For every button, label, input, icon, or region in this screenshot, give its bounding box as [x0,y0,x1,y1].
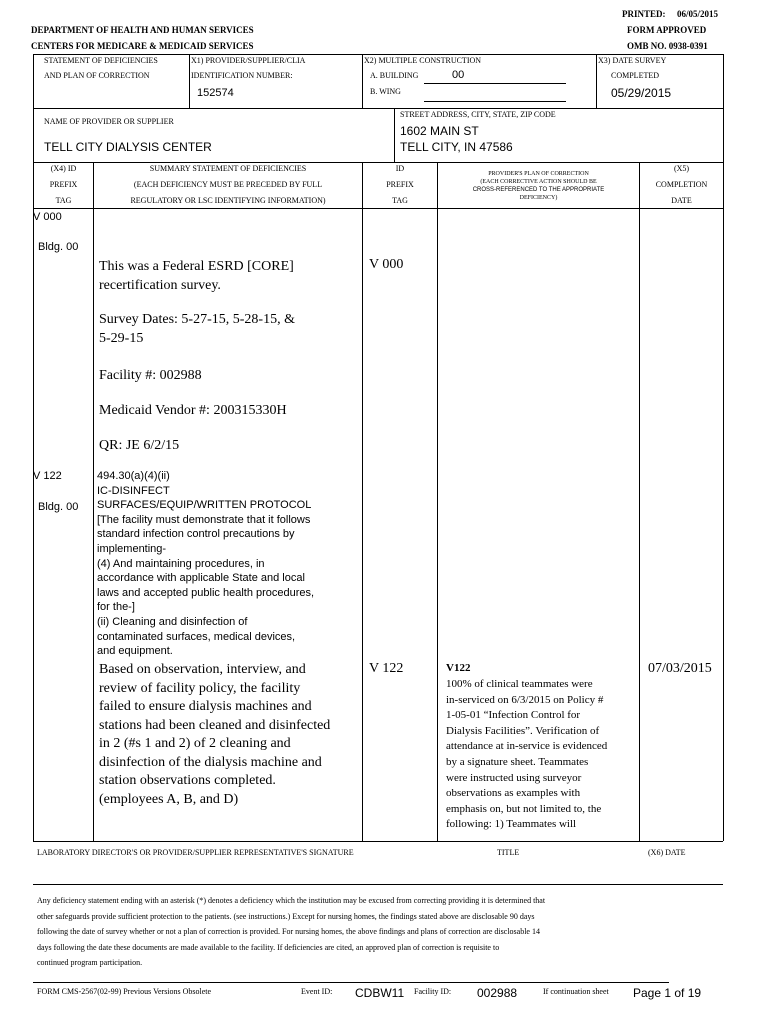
disclaimer-text [37,893,545,971]
printed-label: PRINTED: [622,9,666,19]
plan-line: in-serviced on 6/3/2015 on Policy # [446,693,604,706]
plan-line: 1-05-01 “Infection Control for [446,709,581,722]
building-tag-2: Bldg. 00 [38,501,79,513]
disclaimer-line: continued program participation. [37,958,143,967]
plan-line: were instructed using surveyor [446,771,582,784]
address-line-2: TELL CITY, IN 47586 [400,140,513,154]
plan-line: 100% of clinical teammates were [446,678,593,690]
regulation-line: standard infection control precautions by [97,528,295,541]
regulation-line: and equipment. [97,645,173,658]
rule-col-id [362,162,363,841]
provider-name-label: NAME OF PROVIDER OR SUPPLIER [44,117,174,126]
building-value: 00 [452,69,465,81]
id-header-2: PREFIX [386,180,414,189]
regulation-line: contaminated surfaces, medical devices, [97,630,296,643]
survey-intro-1: This was a Federal ESRD [CORE] [99,259,294,274]
regulation-line: for the-] [97,601,135,614]
summary-header-1: SUMMARY STATEMENT OF DEFICIENCIES [149,164,307,173]
plan-line: following: 1) Teammates will [446,818,577,831]
prefix-tag-1: V 000 [33,211,62,223]
plan-header-3: CROSS-REFERENCED TO THE APPROPRIATE [472,187,605,193]
provider-name: TELL CITY DIALYSIS CENTER [44,140,212,154]
rule-x3 [596,54,597,108]
regulation-line: (4) And maintaining procedures, in [97,557,265,570]
rule-col-completion [639,162,640,841]
x4-header-2: PREFIX [49,180,78,189]
address-label: STREET ADDRESS, CITY, STATE, ZIP CODE [400,110,556,119]
building-underline [424,83,566,84]
medicaid-vendor: Medicaid Vendor #: 200315330H [99,403,287,418]
survey-dates-2: 5-29-15 [99,331,144,346]
page-number: Page 1 of 19 [633,986,702,1000]
disclaimer-line: following the date of survey whether or not a plan of correction is provided. For nursing homes, the above findings and plans of correction are disclosable 14 [37,927,540,936]
event-id-label: Event ID: [301,987,333,996]
form-approved: FORM APPROVED [627,25,707,35]
finding-line: (employees A, B, and D) [99,791,239,807]
survey-intro-2: recertification survey. [99,278,221,293]
plan-line: Dialysis Facilities”. Verification of [446,724,600,737]
department-title: DEPARTMENT OF HEALTH AND HUMAN SERVICES [31,25,254,35]
rule-footer [33,982,669,983]
finding-line: station observations completed. [99,773,276,788]
plan-header-1: PROVIDER'S PLAN OF CORRECTION [488,171,589,177]
statement-label-1: STATEMENT OF DEFICIENCIES [44,56,158,65]
regulation-text [97,469,314,659]
id-header-1: ID [395,164,405,173]
plan-line: attendance at in-service is evidenced [446,740,608,753]
x3-label-2: COMPLETED [611,71,659,80]
rule-x2 [362,54,363,108]
continuation-label: If continuation sheet [543,987,609,996]
regulation-line: 494.30(a)(4)(ii) [97,470,170,482]
id-tag-1: V 000 [369,257,404,272]
cms-title: CENTERS FOR MEDICARE & MEDICAID SERVICES [31,41,254,51]
plan-header-4: DEFICIENCY) [519,195,558,201]
rule-col-summary [93,162,94,841]
omb-number: OMB NO. 0938-0391 [627,41,708,51]
regulation-line: [The facility must demonstrate that it follows [97,513,311,526]
prefix-tag-2: V 122 [33,470,62,482]
disclaimer-line: other safeguards provide sufficient protection to the patients. (see instructions.) Except for nursing homes, the findings stated above are disclosable 90 days [37,911,535,921]
provider-id: 152574 [197,87,234,99]
qr-note: QR: JE 6/2/15 [99,438,180,453]
plan-header-2: (EACH CORRECTIVE ACTION SHOULD BE [480,179,597,185]
x5-header-3: DATE [671,196,692,205]
signature-label: LABORATORY DIRECTOR'S OR PROVIDER/SUPPLIER REPRESENTATIVE'S SIGNATURE [37,848,354,857]
finding-line: review of facility policy, the facility [99,680,301,696]
id-tag-2: V 122 [369,661,404,676]
finding-text [99,661,330,809]
id-header-3: TAG [392,196,408,205]
x2-label: X2) MULTIPLE CONSTRUCTION [364,56,482,65]
form-number: FORM CMS-2567(02-99) Previous Versions Obsolete [37,987,212,996]
rule-address [394,108,395,162]
building-label: A. BUILDING [370,71,419,80]
finding-line: stations had been cleaned and disinfected [99,717,331,733]
facility-id-label: Facility ID: [414,987,452,996]
regulation-line: IC-DISINFECT [97,484,170,497]
rule-col-header [33,208,723,209]
summary-header-3: REGULATORY OR LSC IDENTIFYING INFORMATION) [130,196,326,205]
summary-header-2: (EACH DEFICIENCY MUST BE PRECEDED BY FULL [133,180,323,189]
rule-body-bottom [33,841,723,842]
finding-line: Based on observation, interview, and [99,662,306,677]
x1-label-1: X1) PROVIDER/SUPPLIER/CLIA [191,56,306,65]
regulation-line: (ii) Cleaning and disinfection of [97,615,248,628]
plan-title: V122 [446,662,471,674]
rule-x1 [189,54,190,108]
finding-line: in 2 (#s 1 and 2) of 2 cleaning and [99,736,291,751]
printed-date: 06/05/2015 [677,9,719,19]
regulation-line: implementing- [97,542,167,555]
plan-text [446,677,607,833]
title-label: TITLE [497,848,520,857]
survey-dates-1: Survey Dates: 5-27-15, 5-28-15, & [99,312,295,327]
survey-date: 05/29/2015 [611,86,672,100]
rule-right [723,54,724,841]
completion-date: 07/03/2015 [648,661,712,676]
finding-line: failed to ensure dialysis machines and [99,699,312,714]
finding-line: disinfection of the dialysis machine and [99,754,322,770]
x3-label-1: X3) DATE SURVEY [598,56,667,65]
regulation-line: accordance with applicable State and local [97,572,305,585]
plan-line: emphasis on, but not limited to, the [446,802,602,815]
wing-underline [424,101,566,102]
disclaimer-line: days following the date these documents are made available to the facility. If deficiencies are cited, an approved plan of correction is requisite to [37,942,500,952]
address-line-1: 1602 MAIN ST [400,124,479,138]
facility-number: Facility #: 002988 [99,368,202,383]
x4-header-3: TAG [55,196,72,205]
rule-top [33,54,723,55]
rule-col-plan [437,162,438,841]
rule-id-block [33,108,723,109]
disclaimer-line: Any deficiency statement ending with an asterisk (*) denotes a deficiency which the institution may be excused from correcting providing it is determined that [37,896,546,905]
x1-label-2: IDENTIFICATION NUMBER: [191,71,293,80]
rule-name-block [33,162,723,163]
x4-header-1: (X4) ID [50,164,77,173]
statement-label-2: AND PLAN OF CORRECTION [44,71,150,80]
regulation-line: laws and accepted public health procedures, [97,586,315,599]
event-id-value: CDBW11 [355,986,405,1000]
x5-header-2: COMPLETION [655,180,708,189]
plan-line: observations as examples with [446,787,581,800]
x5-header-1: (X5) [673,164,690,173]
wing-label: B. WING [370,87,401,96]
building-tag-1: Bldg. 00 [38,241,79,253]
rule-signature-bottom [33,884,723,885]
regulation-line: SURFACES/EQUIP/WRITTEN PROTOCOL [97,499,312,512]
x6-date-label: (X6) DATE [648,848,686,857]
facility-id-value: 002988 [477,986,518,1000]
plan-line: by a signature sheet. Teammates [446,755,589,768]
